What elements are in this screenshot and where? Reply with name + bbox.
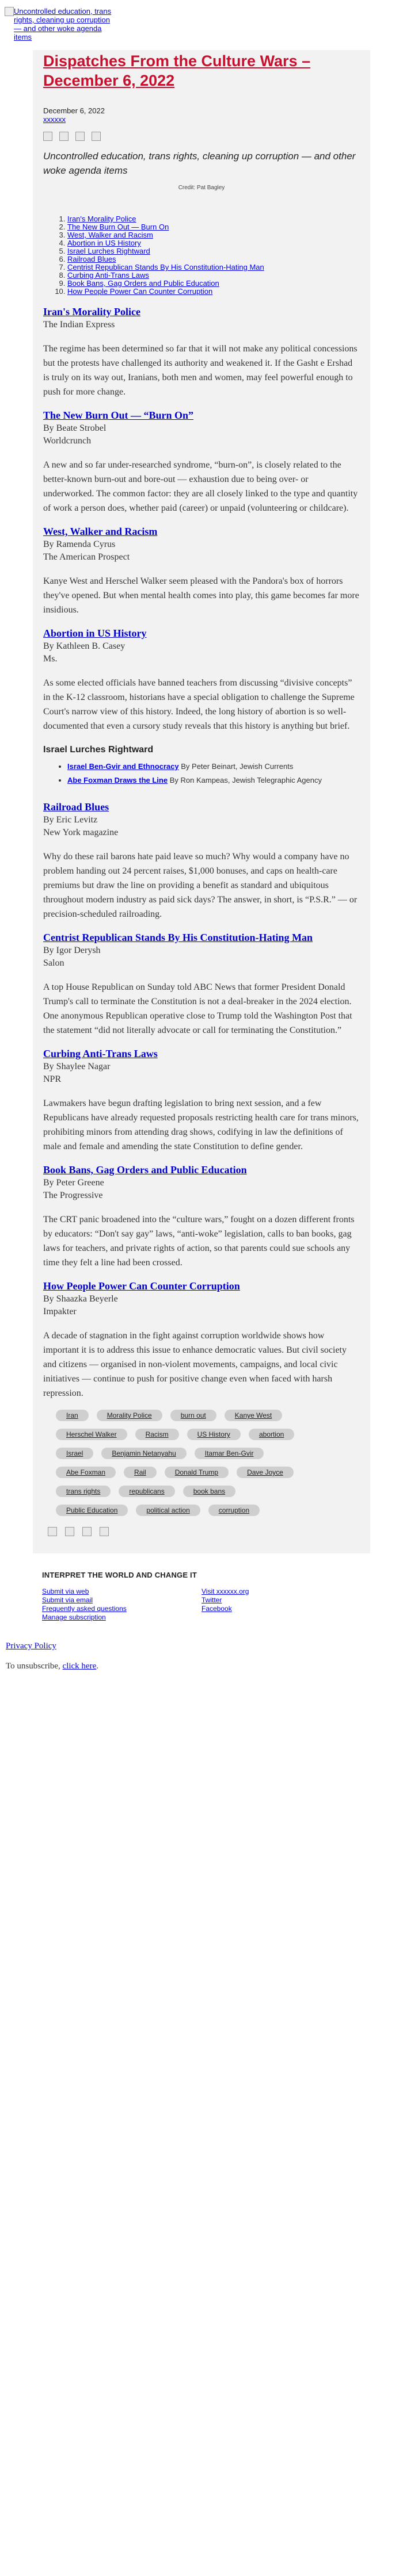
story-byline: By Eric Levitz <box>43 815 98 825</box>
tag-pill[interactable]: Abe Foxman <box>56 1467 116 1478</box>
toc-item[interactable]: 9. Book Bans, Gag Orders and Public Education <box>67 280 360 288</box>
tag-pill[interactable]: Donald Trump <box>165 1467 229 1478</box>
story <box>43 1279 360 1400</box>
tag-pill[interactable]: burn out <box>170 1410 216 1421</box>
footer-link[interactable]: Visit xxxxxx.org <box>202 1587 249 1595</box>
story-publication: The Indian Express <box>43 320 115 330</box>
tag-pill[interactable]: Itamar Ben-Gvir <box>195 1448 264 1459</box>
rightward-heading: Israel Lurches Rightward <box>43 745 154 755</box>
page-title <box>43 50 360 90</box>
story <box>43 305 360 399</box>
story-byline: By Shaazka Beyerle <box>43 1294 118 1304</box>
toc-item[interactable]: 7. Centrist Republican Stands By His Constitution-Hating Man <box>67 263 360 271</box>
story-byline: By Shaylee Nagar <box>43 1062 111 1071</box>
story-body: The regime has been determined so far that it will not make any political concessions but the protests have challenged its authority and weakened it. If the Gasht e Ershad is truly on its way out, Iranians, both men and women, may feel powerful enough to push for more change. <box>43 344 358 397</box>
share-icons-top <box>43 132 360 141</box>
story-headline: The New Burn Out — “Burn On” <box>43 409 194 421</box>
toc-item[interactable]: 8. Curbing Anti-Trans Laws <box>67 271 360 280</box>
post-date: December 6, 2022 <box>43 106 105 115</box>
footer-link[interactable]: Twitter <box>202 1596 222 1604</box>
post-meta <box>43 106 360 124</box>
story <box>43 1163 360 1270</box>
tag-list <box>56 1410 309 1524</box>
table-of-contents <box>43 215 360 296</box>
image-credit: Credit: Pat Bagley <box>178 185 225 191</box>
footer-col-right <box>202 1587 361 1622</box>
privacy-policy-link[interactable]: Privacy Policy <box>6 1641 56 1651</box>
unsubscribe-link[interactable]: click here <box>62 1662 97 1671</box>
story <box>43 800 360 921</box>
story-headline: Iran's Morality Police <box>43 306 140 317</box>
tag-pill[interactable]: Benjamin Netanyahu <box>101 1448 186 1459</box>
author-link[interactable]: xxxxxx <box>43 115 66 124</box>
list-item-link[interactable]: Israel Ben-Gvir and Ethnocracy <box>67 762 179 771</box>
story <box>43 1047 360 1154</box>
tag-pill[interactable]: Rail <box>124 1467 157 1478</box>
list-item-link[interactable]: Abe Foxman Draws the Line <box>67 776 168 784</box>
story-body: A new and so far under-researched syndrome, “burn-on”, is closely related to the better-known burn-out and bore-out — exhaustion due to being over- or underworked. The common factor: they are all closely linked to the type and quantity of work a person does, whether paid (career) or unpaid (volunteering or childcare). <box>43 460 358 513</box>
toc-item[interactable]: 2. The New Burn Out — Burn On <box>67 223 360 231</box>
story <box>43 525 360 617</box>
story-byline: By Igor Derysh <box>43 946 101 955</box>
legal-footer <box>0 1622 403 1671</box>
tag-pill[interactable]: Israel <box>56 1448 93 1459</box>
linkedin-icon[interactable] <box>75 132 85 141</box>
story-headline: How People Power Can Counter Corruption <box>43 1280 240 1292</box>
tag-pill[interactable]: Herschel Walker <box>56 1429 127 1440</box>
tag-pill[interactable]: corruption <box>208 1505 260 1516</box>
tag-pill[interactable]: republicans <box>119 1486 174 1497</box>
footer-col-left <box>42 1587 202 1622</box>
tag-pill[interactable]: Racism <box>135 1429 179 1440</box>
story-publication: Worldcrunch <box>43 436 92 446</box>
subtitle: Uncontrolled education, trans rights, cleaning up corruption — and other woke agenda items <box>43 151 356 176</box>
story-headline: West, Walker and Racism <box>43 526 158 537</box>
toc-item[interactable]: 5. Israel Lurches Rightward <box>67 247 360 255</box>
tag-pill[interactable]: trans rights <box>56 1486 111 1497</box>
toc-item[interactable]: 6. Railroad Blues <box>67 255 360 263</box>
story-body: A top House Republican on Sunday told ABC News that former President Donald Trump's call to terminate the Constitution is not a deal-breaker in the 2024 election. One anonymous Republican operative close to Trump told the Washington Post that the statement “did not literally advocate or call for terminating the Constitution.” <box>43 982 352 1035</box>
story-byline: By Beate Strobel <box>43 423 107 433</box>
rightward-list <box>43 762 360 785</box>
email-icon[interactable] <box>100 1527 109 1536</box>
story-headline: Book Bans, Gag Orders and Public Education <box>43 1164 247 1176</box>
unsubscribe-line: To unsubscribe, click here. <box>6 1662 98 1671</box>
tag-pill[interactable]: US History <box>187 1429 241 1440</box>
tag-pill[interactable]: book bans <box>183 1486 235 1497</box>
footer-heading: INTERPRET THE WORLD AND CHANGE IT <box>42 1571 197 1579</box>
list-item-source: By Ron Kampeas, Jewish Telegraphic Agency <box>169 776 322 784</box>
story <box>43 931 360 1038</box>
tag-pill[interactable]: political action <box>136 1505 200 1516</box>
story-headline: Curbing Anti-Trans Laws <box>43 1048 158 1059</box>
hero-image-alt-link[interactable]: Uncontrolled education, trans rights, cleaning up corruption — and other woke agenda items <box>14 7 112 41</box>
story-publication: The American Prospect <box>43 552 130 562</box>
footer <box>33 1571 370 1622</box>
toc-item[interactable]: 10. How People Power Can Counter Corruption <box>67 288 360 296</box>
story-byline: By Kathleen B. Casey <box>43 641 126 651</box>
footer-link[interactable]: Facebook <box>202 1605 232 1613</box>
footer-links <box>42 1587 361 1622</box>
story-byline: By Peter Greene <box>43 1178 104 1188</box>
email-icon[interactable] <box>92 132 101 141</box>
broken-image-icon <box>5 7 14 16</box>
story <box>43 626 360 733</box>
list-item <box>67 762 360 771</box>
tag-pill[interactable]: abortion <box>249 1429 294 1440</box>
tag-pill[interactable]: Kanye West <box>225 1410 282 1421</box>
story-headline: Abortion in US History <box>43 627 147 639</box>
share-icons-bottom <box>48 1527 360 1536</box>
story-publication: New York magazine <box>43 828 119 837</box>
list-item-source: By Peter Beinart, Jewish Currents <box>181 762 294 771</box>
tag-pill[interactable]: Dave Joyce <box>237 1467 294 1478</box>
toc-item[interactable]: 1. Iran's Morality Police <box>67 215 360 223</box>
story-body: As some elected officials have banned teachers from discussing “divisive concepts” in the K-12 classroom, historians have a special obligation to challenge the Supreme Court's narrow view of this history. Indeed, the long history of abortion is so well-documented that even a cursory study reveals that this history is anything but brief. <box>43 678 355 731</box>
list-item <box>67 776 360 785</box>
story-body: Lawmakers have begun drafting legislation to bring next session, and a few Republicans have already requested proposals restricting health care for trans minors, prohibiting minors from attending drag shows, codifying in law the definitions of male and female and amending the state Constitution to define gender. <box>43 1098 359 1151</box>
story-headline: Railroad Blues <box>43 801 109 813</box>
hero-image[interactable] <box>5 7 120 56</box>
title-link[interactable]: Dispatches From the Culture Wars – December 6, 2022 <box>43 52 311 89</box>
toc-item[interactable]: 4. Abortion in US History <box>67 239 360 247</box>
facebook-icon[interactable] <box>43 132 52 141</box>
story-headline: Centrist Republican Stands By His Constitution-Hating Man <box>43 932 313 943</box>
twitter-icon[interactable] <box>65 1527 74 1536</box>
story-body: Kanye West and Herschel Walker seem pleased with the Pandora's box of horrors they've opened. But when mental health comes into play, this game becomes far more insidious. <box>43 576 359 615</box>
story-body: The CRT panic broadened into the “culture wars,” fought on a dozen different fronts by educators: “Don't say gay” laws, “anti-woke” legislation, calls to ban books, gag laws for teachers, and private rights of action, so that parents could sue schools any time they felt a line had been crossed. <box>43 1215 355 1268</box>
tag-pill[interactable]: Iran <box>56 1410 89 1421</box>
tag-pill[interactable]: Morality Police <box>97 1410 162 1421</box>
footer-link[interactable]: Frequently asked questions <box>42 1605 127 1613</box>
story-publication: The Progressive <box>43 1191 103 1200</box>
tag-pill[interactable]: Public Education <box>56 1505 128 1516</box>
newsletter-body <box>33 50 370 1553</box>
footer-link[interactable]: Submit via email <box>42 1596 93 1604</box>
footer-link[interactable]: Manage subscription <box>42 1613 106 1621</box>
story-publication: NPR <box>43 1074 62 1084</box>
twitter-icon[interactable] <box>59 132 69 141</box>
story <box>43 408 360 515</box>
story-body: Why do these rail barons hate paid leave so much? Why would a company have no problem handing out 24 percent raises, $1,000 bonuses, and caps on health-care premiums but draw the line on providing a benefit as standard and ubiquitous throughout modern industry as paid sick days? The answer, in short, is “P.S.R.” — or precision-scheduled railroading. <box>43 852 358 919</box>
story-publication: Impakter <box>43 1307 77 1316</box>
footer-link[interactable]: Submit via web <box>42 1587 89 1595</box>
story-byline: By Ramenda Cyrus <box>43 539 116 549</box>
toc-item[interactable]: 3. West, Walker and Racism <box>67 231 360 239</box>
linkedin-icon[interactable] <box>82 1527 92 1536</box>
story-publication: Salon <box>43 958 64 968</box>
story-body: A decade of stagnation in the fight against corruption worldwide shows how important it is to address this issue to enhance democratic values. But civil society and citizens — organised in non-violent movements, campaigns, and local civic initiatives — continue to push for positive change even when faced with harsh repression. <box>43 1331 347 1398</box>
story-publication: Ms. <box>43 654 58 664</box>
facebook-icon[interactable] <box>48 1527 57 1536</box>
